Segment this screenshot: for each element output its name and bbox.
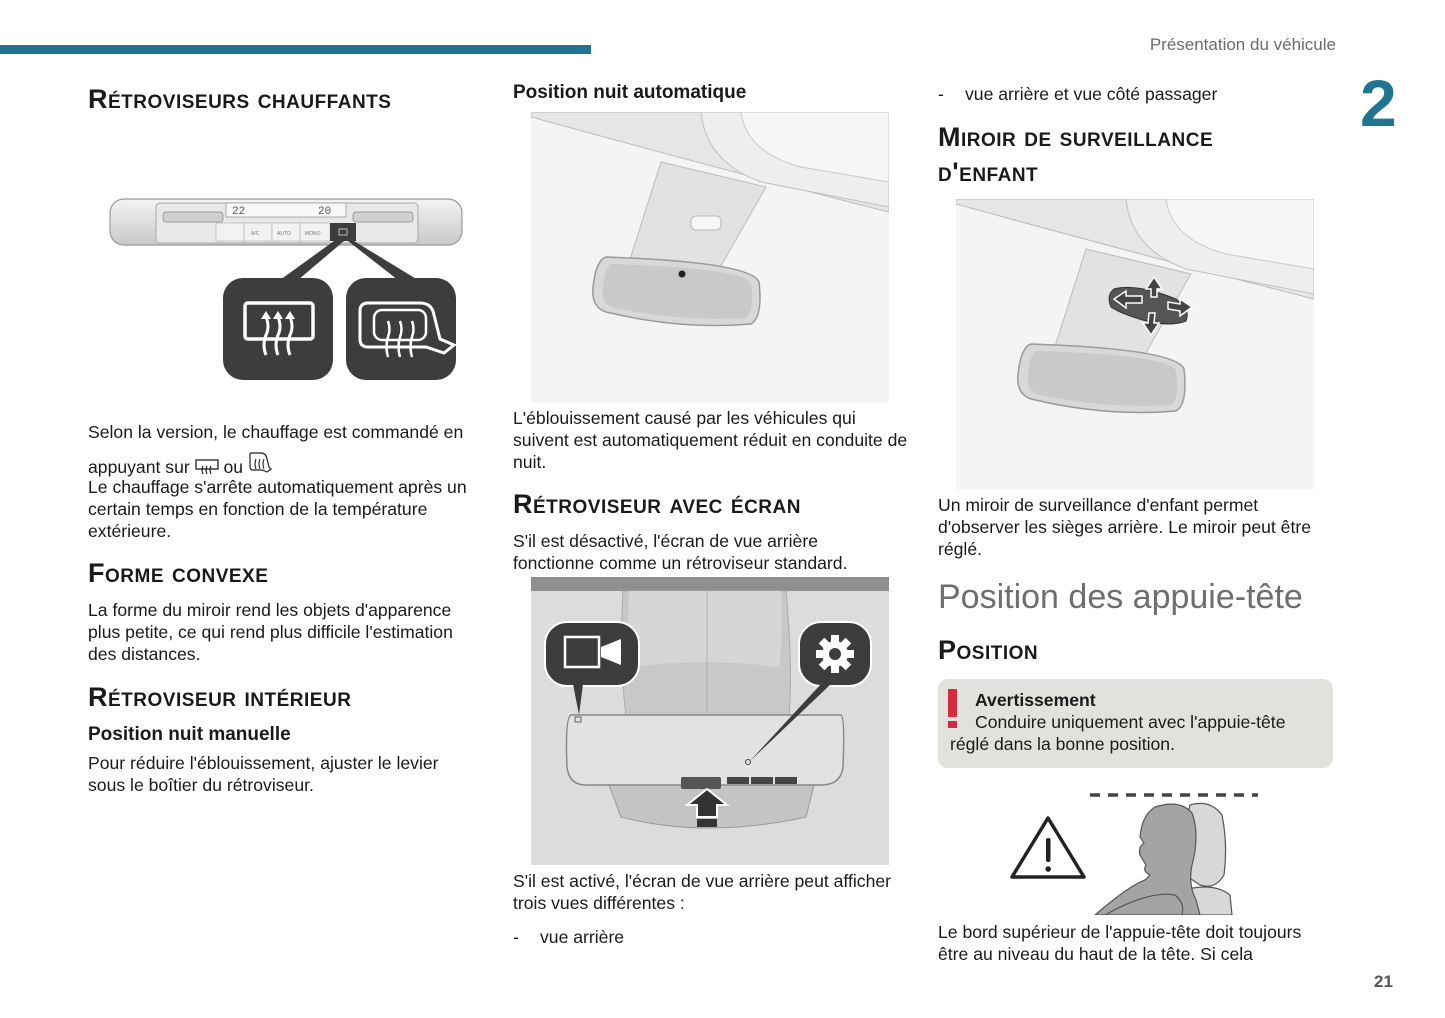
- heading-auto-night: Position nuit automatique: [513, 82, 747, 103]
- bullet-item: - vue arrière: [513, 927, 625, 947]
- svg-text:AUTO: AUTO: [277, 231, 291, 237]
- heated-mirrors-text-2: Le chauffage s'arrête automatiquement après un certain temps en fonction de la température extérieure.: [88, 477, 467, 541]
- svg-text:22: 22: [232, 206, 246, 218]
- climate-panel-figure: [108, 195, 464, 385]
- convex-text: La forme du miroir rend les objets d'apparence plus petite, ce qui rend plus difficile l'estimation des distances.: [88, 600, 453, 664]
- auto-night-text: L'éblouissement causé par les véhicules qui suivent est automatiquement réduit en conduite de nuit.: [513, 408, 908, 472]
- warning-text-line2: réglé dans la bonne position.: [950, 734, 1175, 754]
- child-mirror-figure: [956, 199, 1314, 489]
- heading-child-mirror-line2: d'enfant: [938, 157, 1039, 187]
- bullet-item: - vue arrière et vue côté passager: [938, 84, 1218, 104]
- heated-mirrors-text-line1: Selon la version, le chauffage est commandé en: [88, 422, 464, 442]
- heading-heated-mirrors: Rétroviseurs chauffants: [88, 84, 392, 114]
- heading-position: Position: [938, 635, 1039, 665]
- heading-screen-mirror: Rétroviseur avec écran: [513, 489, 801, 519]
- screen-mirror-figure: [531, 577, 889, 865]
- child-mirror-text: Un miroir de surveillance d'enfant permet d'observer les sièges arrière. Le miroir peut être réglé.: [938, 495, 1311, 559]
- heading-interior-mirror: Rétroviseur intérieur: [88, 682, 352, 712]
- section-title-headrest: Position des appuie-tête: [938, 578, 1303, 616]
- svg-text:A/C: A/C: [251, 231, 260, 237]
- headrest-text-line1: Le bord supérieur de l'appuie-tête doit toujours: [938, 922, 1302, 942]
- warning-box: [938, 679, 1333, 768]
- screen-mirror-text2: S'il est activé, l'écran de vue arrière peut afficher trois vues différentes :: [513, 871, 892, 913]
- auto-night-mirror-figure: [531, 112, 889, 402]
- svg-text:MONO: MONO: [305, 231, 321, 237]
- heading-manual-night: Position nuit manuelle: [88, 724, 291, 745]
- manual-night-text: Pour réduire l'éblouissement, ajuster le levier sous le boîtier du rétroviseur.: [88, 753, 439, 795]
- header-accent-bar: [0, 45, 591, 54]
- headrest-text-line2: être au niveau du haut de la tête. Si cela: [938, 944, 1253, 964]
- warning-triangle-icon: [1012, 818, 1084, 877]
- headrest-figure: [1010, 785, 1260, 915]
- svg-text:20: 20: [318, 206, 332, 218]
- heading-convex: Forme convexe: [88, 558, 269, 588]
- heated-mirrors-text-line2: appuyant sur ou: [88, 451, 272, 480]
- heading-child-mirror-line1: Miroir de surveillance: [938, 122, 1214, 152]
- warning-title: Avertissement: [975, 690, 1096, 710]
- screen-mirror-text1: S'il est désactivé, l'écran de vue arrière fonctionne comme un rétroviseur standard.: [513, 531, 848, 573]
- warning-text-line1: Conduire uniquement avec l'appuie-tête: [975, 712, 1286, 732]
- running-title: Présentation du véhicule: [1149, 35, 1336, 54]
- chapter-number: 2: [1360, 66, 1397, 140]
- warning-exclamation-icon: [948, 689, 957, 717]
- gear-icon: [816, 635, 854, 673]
- page-number: 21: [1374, 972, 1393, 991]
